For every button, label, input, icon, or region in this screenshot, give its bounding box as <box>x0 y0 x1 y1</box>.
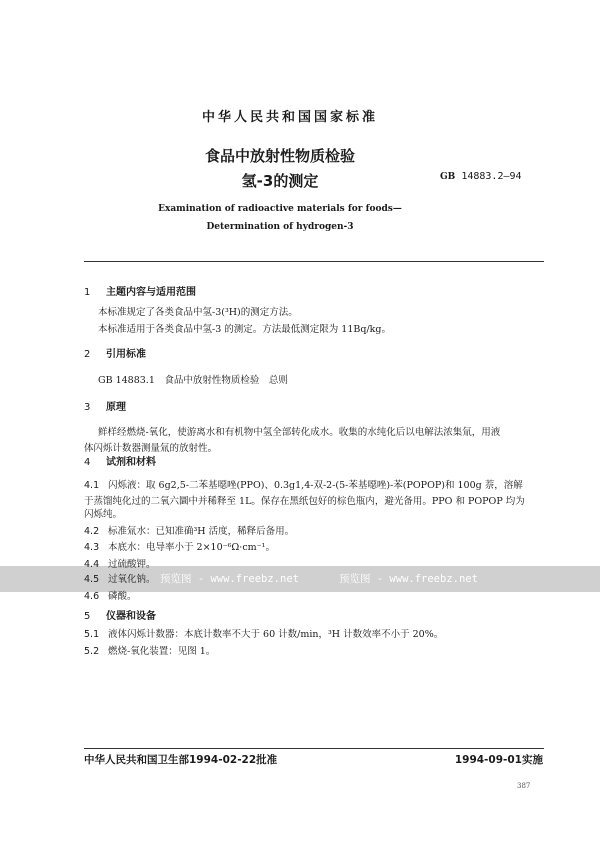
english-title-line-2: Determination of hydrogen-3 <box>206 222 354 232</box>
section-number: 1 <box>84 287 91 298</box>
section-heading <box>84 458 156 468</box>
section-title: 主题内容与适用范围 <box>106 287 196 298</box>
list-item <box>84 592 137 602</box>
list-item <box>84 543 275 553</box>
item-text: 标准氚水：已知准确³H 活度，稀释后备用。 <box>108 526 295 537</box>
section-title: 引用标准 <box>106 349 146 360</box>
item-text: 燃烧-氧化装置：见图 1。 <box>108 646 216 657</box>
section-title: 试剂和材料 <box>106 457 156 468</box>
item-number: 4.2 <box>84 526 100 537</box>
paragraph: 于蒸馏纯化过的二氧六圜中并稀释至 1L。保存在黑纸包好的棕色瓶内，避光备用。PPO 和 POPOP 均为 <box>84 496 525 507</box>
standard-code-prefix: GB <box>440 172 456 182</box>
section-heading <box>84 288 196 298</box>
standard-code <box>440 172 522 182</box>
paragraph: 本标准规定了各类食品中氢-3(³H)的测定方法。 <box>98 307 298 318</box>
list-item <box>84 481 523 491</box>
item-number: 4.4 <box>84 559 100 570</box>
item-text: 闪烁液：取 6g2,5-二苯基噁唑(PPO)、0.3g1,4-双-2-(5-苯基噁唑)-苯(POPOP)和 100g 萘，溶解 <box>108 480 523 491</box>
section-number: 3 <box>84 402 91 413</box>
footer-divider <box>84 748 544 749</box>
standard-code-number: 14883.2—94 <box>461 171 522 182</box>
approval-date: 中华人民共和国卫生部1994-02-22批准 <box>84 754 278 766</box>
item-number: 4.3 <box>84 542 100 553</box>
item-text: 磷酸。 <box>108 591 137 602</box>
section-title: 原理 <box>106 402 126 413</box>
list-item <box>84 575 156 585</box>
section-title: 仪器和设备 <box>106 611 156 622</box>
item-number: 4.1 <box>84 480 100 491</box>
list-item <box>84 527 294 537</box>
item-text: 本底水：电导率小于 2×10⁻⁶Ω·cm⁻¹。 <box>108 542 275 553</box>
item-number: 5.1 <box>84 629 100 640</box>
paragraph: 本标准适用于各类食品中氢-3 的测定。方法最低测定限为 11Bq/kg。 <box>98 324 391 335</box>
list-item <box>84 560 156 570</box>
page-number: 387 <box>517 782 531 790</box>
implementation-date: 1994-09-01实施 <box>454 754 543 766</box>
title-line-2: 氢-3的测定 <box>241 172 319 190</box>
watermark-text: 预览图 - www.freebz.net <box>338 573 478 585</box>
item-text: 过氧化钠。 <box>108 574 156 585</box>
title-line-1: 食品中放射性物质检验 <box>204 147 355 165</box>
list-item <box>84 647 215 657</box>
english-title-line-1: Examination of radioactive materials for foods— <box>158 204 402 214</box>
list-item <box>84 630 443 640</box>
section-number: 2 <box>84 349 91 360</box>
section-number: 5 <box>84 611 91 622</box>
section-heading <box>84 612 156 622</box>
item-number: 5.2 <box>84 646 100 657</box>
paragraph: 鲜样经燃烧-氧化，使游离水和有机物中氢全部转化成水。收集的水纯化后以电解法浓集氚，用液 <box>98 427 501 438</box>
item-number: 4.6 <box>84 591 100 602</box>
watermark-text: 预览图 - www.freebz.net <box>160 573 299 585</box>
header-divider <box>84 261 544 262</box>
section-heading <box>84 350 146 360</box>
document-header: 中华人民共和国国家标准 <box>201 110 378 125</box>
paragraph: 体闪烁计数器测量氚的放射性。 <box>84 443 218 454</box>
item-number: 4.5 <box>84 574 100 585</box>
section-number: 4 <box>84 457 91 468</box>
paragraph: GB 14883.1 食品中放射性物质检验 总则 <box>98 375 288 386</box>
section-heading <box>84 403 126 413</box>
paragraph: 闪烁纯。 <box>84 509 123 520</box>
item-text: 过硫酸钾。 <box>108 559 156 570</box>
item-text: 液体闪烁计数器：本底计数率不大于 60 计数/min，³H 计数效率不小于 20%。 <box>108 629 444 640</box>
